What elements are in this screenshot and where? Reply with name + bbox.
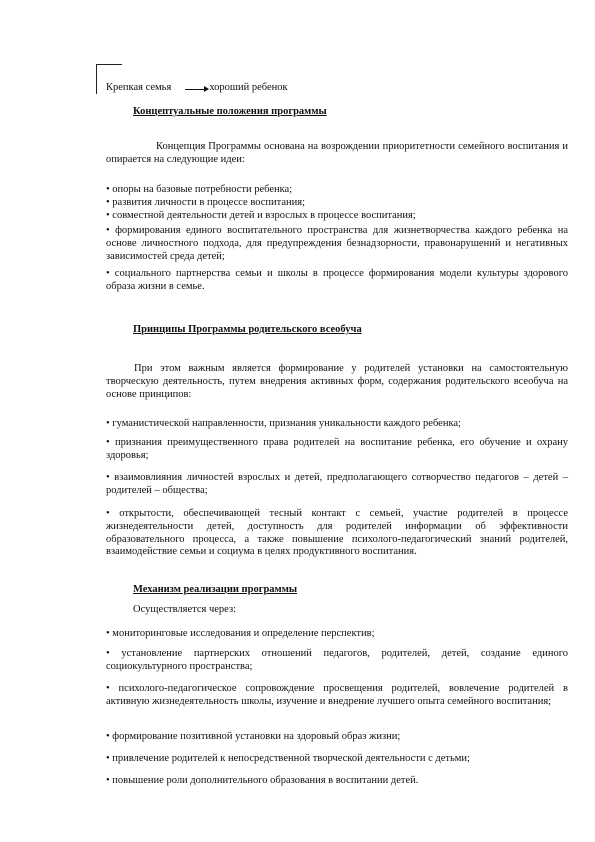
corner-mark [96,64,97,94]
mechanism-item: • повышение роли дополнительного образования в воспитании детей. [106,775,419,786]
idea-item: • опоры на базовые потребности ребенка; [106,184,293,195]
intro-paragraph: Концепция Программы основана на возрождении приоритетности семейного воспитания и опирается на следующие идеи: [106,141,568,165]
mechanism-item: • привлечение родителей к непосредственной творческой деятельности с детьми; [106,753,470,764]
idea-item: • развития личности в процессе воспитания; [106,197,305,208]
heading-principles: Принципы Программы родительского всеобуча [133,324,362,335]
principle-item: • гуманистической направленности, признания уникальности каждого ребенка; [106,418,461,429]
mechanism-item: • установление партнерских отношений педагогов, родителей, детей, создание единого социокультурного пространства; [106,648,568,672]
idea-item: • формирования единого воспитательного пространства для жизнетворчества каждого ребенка на основе личностного подхода, для предупреждения безнадзорности, правонарушений и негативных зависимостей среда детей; [106,225,568,262]
mechanism-item: • психолого-педагогическое сопровождение просвещения родителей, вовлечение родителей в активную жизнедеятельность школы, изучение и внедрение лучшего опыта семейного воспитания; [106,683,568,707]
principle-item: • признания преимущественного права родителей на воспитание ребенка, его обучение и охрану здоровья; [106,437,568,461]
principles-intro: При этом важным является формирование у родителей установки на самостоятельную творческую деятельность, путем внедрения активных форм, содержания родительского всеобуча на основе принципов: [106,363,568,400]
mechanism-item: • мониторинговые исследования и определение перспектив; [106,628,375,639]
mechanism-intro: Осуществляется через: [133,604,237,615]
tagline-left: Крепкая семья [106,82,172,93]
idea-item: • социального партнерства семьи и школы в процессе формирования модели культуры здорового образа жизни в семье. [106,268,568,292]
arrow-right-icon [185,83,209,93]
principle-item: • взаимовлияния личностей взрослых и детей, предполагающего сотворчество педагогов – детей – родителей – общества; [106,472,568,496]
mechanism-item: • формирование позитивной установки на здоровый образ жизни; [106,731,401,742]
idea-item: • совместной деятельности детей и взрослых в процессе воспитания; [106,210,416,221]
tagline [106,82,288,93]
heading-mechanism: Механизм реализации программы [133,584,298,595]
heading-concept: Концептуальные положения программы [133,106,327,117]
principle-item: • открытости, обеспечивающей тесный контакт с семьей, участие родителей в процессе жизнедеятельности детей, доступность для родителей информации об эффективности образовательного процесса, а также повышение психолого-педагогический знаний родителей, взаимодействие семьи и социума в целях продуктивного воспитания. [106,508,568,558]
corner-mark [96,64,122,65]
tagline-right: хороший ребенок [209,82,288,93]
